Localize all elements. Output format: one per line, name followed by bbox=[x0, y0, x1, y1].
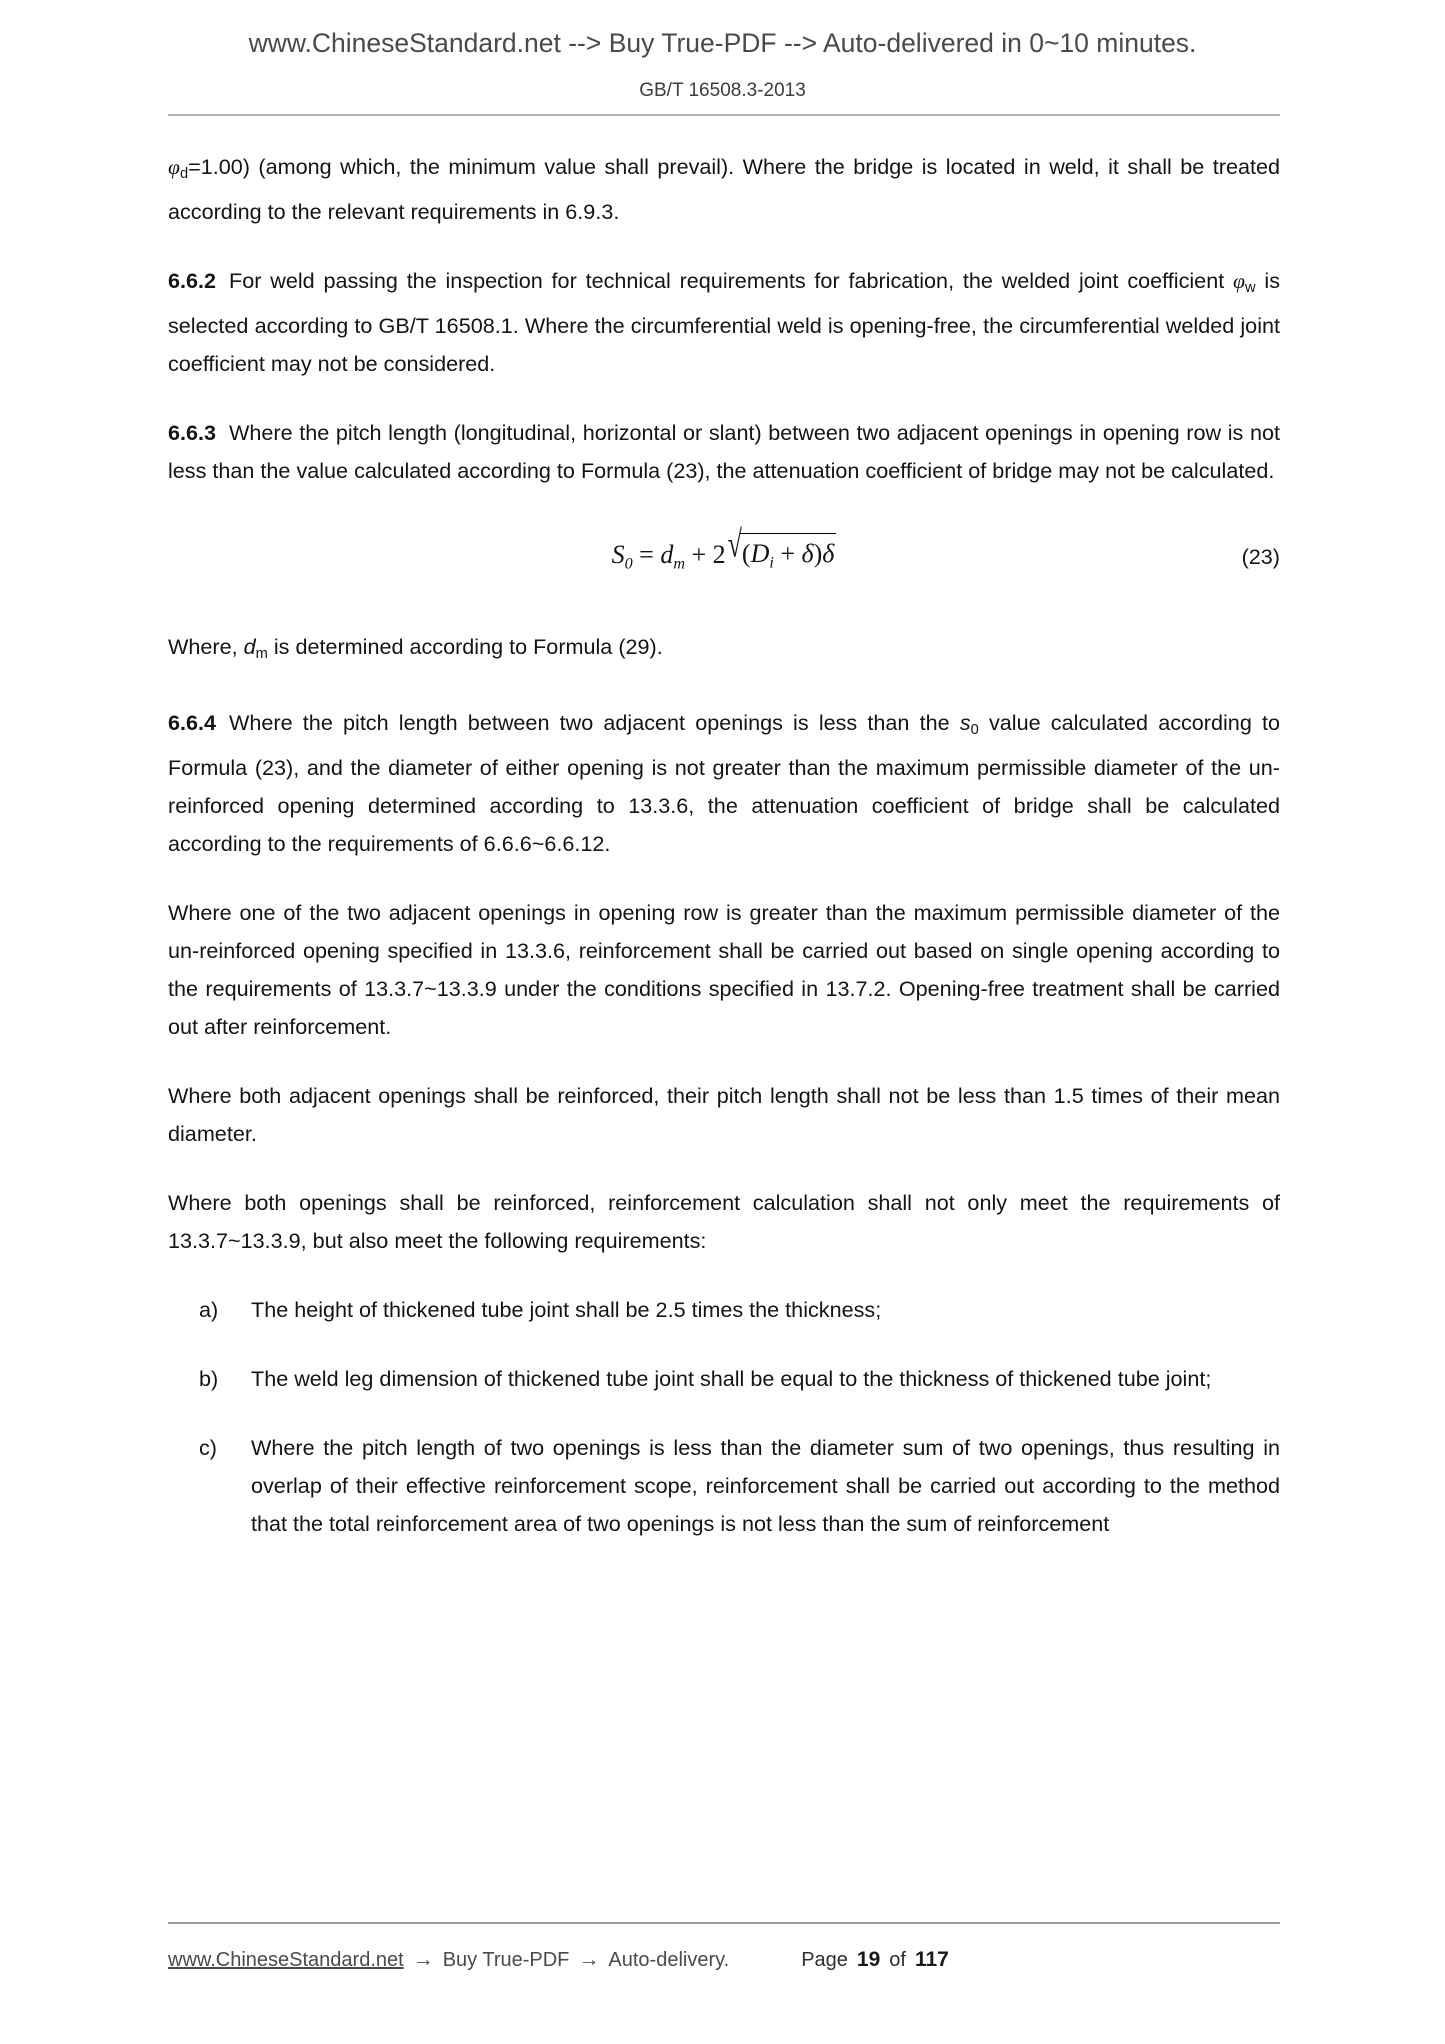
formula-number-23: (23) bbox=[1241, 544, 1280, 570]
formula-23 bbox=[168, 523, 1280, 583]
section-6-6-4-text-b: value calculated according to Formula (23), and the diameter of either opening is not greater than the maximum permissible diameter of the un-reinforced opening determined according to 13.3.6, the attenuation coefficient of bridge shall be calculated according to the requirements of 6.6.6~6.6.12. bbox=[168, 710, 1281, 857]
list-item-text: The weld leg dimension of thickened tube joint shall be equal to the thickness of thickened tube joint; bbox=[251, 1366, 1212, 1392]
paragraph-4: Where both openings shall be reinforced, reinforcement calculation shall not only meet the requirements of 13.3.7~13.3.9, but also meet the following requirements: bbox=[168, 1190, 1280, 1254]
arrow-right-icon: → bbox=[412, 1948, 434, 1971]
paragraph-3: Where both adjacent openings shall be reinforced, their pitch length shall not be less than 1.5 times of their mean diameter. bbox=[168, 1083, 1280, 1147]
list-item-marker: c) bbox=[199, 1435, 217, 1461]
formula-radicand-plus: + bbox=[780, 539, 796, 569]
footer-delivery-label: Auto-delivery. bbox=[608, 1949, 730, 1971]
list-item bbox=[168, 1429, 1280, 1543]
section-6-6-2-text-b: is selected according to GB/T 16508.1. Where the circumferential weld is opening-free, the circumferential welded joint coefficient may not be considered. bbox=[168, 268, 1280, 377]
watermark-header: www.ChineseStandard.net --> Buy True-PDF --> Auto-delivered in 0~10 minutes. bbox=[248, 28, 1197, 58]
section-6-6-3-number: 6.6.3 bbox=[168, 420, 217, 446]
where-dm-subscript: m bbox=[255, 646, 268, 663]
formula-paren-open: ( bbox=[741, 539, 751, 569]
formula-radical bbox=[726, 523, 837, 583]
formula-D-subscript: i bbox=[769, 554, 774, 572]
formula-lhs-subscript: 0 bbox=[624, 555, 633, 573]
formula-row-23 bbox=[168, 523, 1280, 584]
page-footer bbox=[168, 1948, 1280, 1972]
section-6-6-4-number: 6.6.4 bbox=[168, 710, 217, 736]
list-item bbox=[168, 1360, 1280, 1398]
list-item-text: Where the pitch length of two openings is less than the diameter sum of two openings, thus resulting in overlap of their effective reinforcement scope, reinforcement shall be carried out according to the method that the total reinforcement area of two openings is not less than the sum of reinforcement bbox=[251, 1435, 1280, 1537]
paragraph-2: Where one of the two adjacent openings in opening row is greater than the maximum permissible diameter of the un-reinforced opening specified in 13.3.6, reinforcement shall be carried out based on single opening according to the requirements of 13.3.7~13.3.9 under the conditions specified in 13.7.2. Opening-free treatment shall be carried out after reinforcement. bbox=[168, 900, 1280, 1040]
section-6-6-2-number: 6.6.2 bbox=[168, 268, 217, 294]
page-label: Page bbox=[801, 1949, 848, 1971]
list-item-marker: a) bbox=[199, 1297, 219, 1323]
list-item-marker: b) bbox=[199, 1366, 219, 1392]
arrow-right-icon: → bbox=[578, 1948, 600, 1971]
formula-equals: = bbox=[639, 540, 654, 570]
formula-delta-2: δ bbox=[822, 539, 835, 569]
section-6-6-2 bbox=[168, 262, 1280, 383]
formula-delta-1: δ bbox=[801, 539, 814, 569]
where-dm-note bbox=[168, 628, 1280, 673]
s0-subscript: 0 bbox=[970, 722, 979, 739]
section-6-6-4-text-a: Where the pitch length between two adjacent openings is less than the bbox=[229, 710, 950, 736]
footer-website-link[interactable]: www.ChineseStandard.net bbox=[168, 1949, 404, 1971]
phi-w-subscript: w bbox=[1244, 280, 1256, 297]
page-number: 19 bbox=[856, 1948, 881, 1971]
section-6-6-4 bbox=[168, 704, 1280, 863]
section-6-6-3 bbox=[168, 414, 1280, 490]
formula-paren-close: ) bbox=[813, 539, 823, 569]
footer-buy-label: Buy True-PDF bbox=[442, 1949, 570, 1971]
list-item-text: The height of thickened tube joint shall be 2.5 times the thickness; bbox=[251, 1297, 882, 1323]
standard-number: GB/T 16508.3-2013 bbox=[639, 80, 806, 101]
formula-radicand bbox=[740, 533, 836, 582]
where-dm-var: d bbox=[243, 634, 256, 660]
list-item bbox=[168, 1291, 1280, 1329]
s0-var: s bbox=[959, 710, 971, 736]
formula-lhs-var: S bbox=[611, 540, 625, 570]
footer-divider bbox=[168, 1922, 1280, 1924]
sqrt-icon: √ bbox=[727, 523, 742, 566]
page-indicator bbox=[801, 1948, 949, 1972]
where-dm-text-a: Where, bbox=[168, 634, 238, 660]
lettered-list bbox=[168, 1291, 1280, 1543]
phi-w-symbol: φ bbox=[1233, 269, 1245, 294]
where-dm-text-b: is determined according to Formula (29). bbox=[273, 634, 663, 660]
formula-coefficient: 2 bbox=[712, 540, 726, 570]
paragraph-continuation-text: =1.00) (among which, the minimum value shall prevail). Where the bridge is located in weld, it shall be treated according to the relevant requirements in 6.9.3. bbox=[168, 154, 1280, 225]
page-of-label: of bbox=[889, 1949, 906, 1971]
document-body bbox=[168, 148, 1280, 1574]
formula-plus: + bbox=[691, 540, 707, 570]
section-6-6-2-text-a: For weld passing the inspection for technical requirements for fabrication, the welded joint coefficient bbox=[229, 268, 1225, 294]
footer-promo bbox=[168, 1948, 729, 1972]
phi-d-symbol: φ bbox=[168, 155, 180, 179]
page-total: 117 bbox=[914, 1948, 949, 1971]
phi-d-subscript: d bbox=[179, 166, 189, 183]
formula-d-var: d bbox=[660, 540, 674, 570]
header-divider bbox=[168, 114, 1280, 116]
section-6-6-3-text: Where the pitch length (longitudinal, horizontal or slant) between two adjacent openings in opening row is not less than the value calculated according to Formula (23), the attenuation coefficient of bridge may not be calculated. bbox=[168, 420, 1280, 484]
paragraph-continuation bbox=[168, 148, 1280, 231]
formula-D-var: D bbox=[750, 539, 770, 569]
formula-d-subscript: m bbox=[673, 555, 685, 573]
